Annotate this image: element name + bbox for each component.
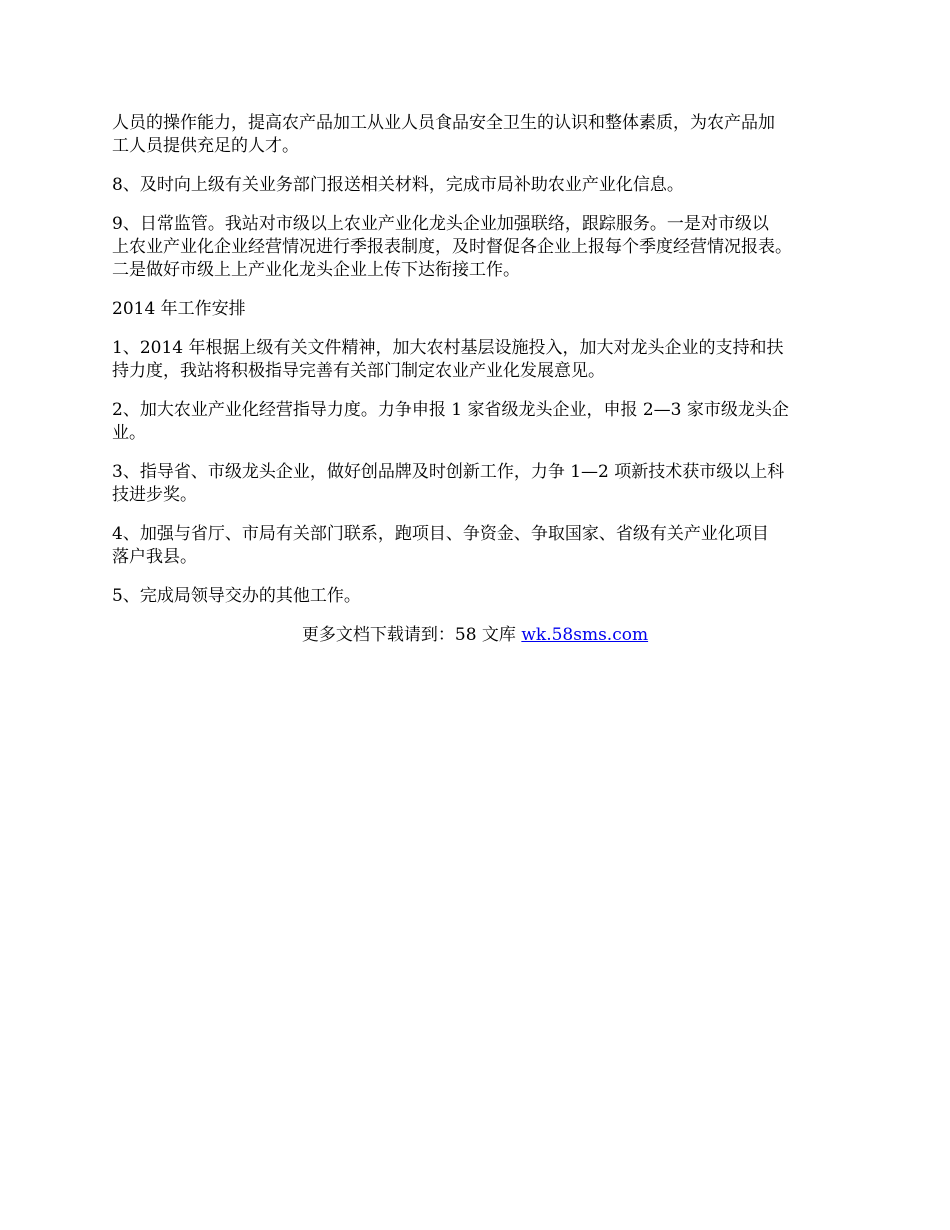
paragraph-item-8 (112, 174, 852, 197)
paragraph-talent (112, 112, 852, 158)
paragraph-plan-1 (112, 337, 852, 383)
text-line: 8、及时向上级有关业务部门报送相关材料，完成市局补助农业产业化信息。 (112, 175, 684, 195)
footer-site-link[interactable]: wk.58sms.com (521, 625, 649, 645)
text-line: 持力度，我站将积极指导完善有关部门制定农业产业化发展意见。 (112, 361, 605, 381)
text-line: 人员的操作能力，提高农产品加工从业人员食品安全卫生的认识和整体素质，为农产品加 (112, 113, 775, 133)
paragraph-plan-4 (112, 523, 852, 569)
text-line: 2014 年工作安排 (112, 299, 246, 319)
footer-text: 更多文档下载请到：58 文库 (301, 625, 522, 645)
text-line: 工人员提供充足的人才。 (112, 136, 299, 156)
footer-download-note (112, 624, 838, 647)
text-line: 上农业产业化企业经营情况进行季报表制度，及时督促各企业上报每个季度经营情况报表。 (112, 237, 792, 257)
text-line: 业。 (112, 423, 146, 443)
text-line: 5、完成局领导交办的其他工作。 (112, 586, 361, 606)
text-line: 3、指导省、市级龙头企业，做好创品牌及时创新工作，力争 1—2 项新技术获市级以上科 (112, 462, 785, 482)
text-line: 二是做好市级上上产业化龙头企业上传下达衔接工作。 (112, 260, 520, 280)
text-line: 1、2014 年根据上级有关文件精神，加大农村基层设施投入，加大对龙头企业的支持和扶 (112, 338, 784, 358)
text-line: 技进步奖。 (112, 485, 197, 505)
paragraph-plan-3 (112, 461, 852, 507)
document-page (112, 112, 852, 647)
section-heading-2014-plan (112, 298, 852, 321)
text-line: 4、加强与省厅、市局有关部门联系，跑项目、争资金、争取国家、省级有关产业化项目 (112, 524, 769, 544)
text-line: 落户我县。 (112, 547, 197, 567)
paragraph-plan-2 (112, 399, 852, 445)
paragraph-item-9 (112, 213, 852, 282)
text-line: 2、加大农业产业化经营指导力度。力争申报 1 家省级龙头企业，申报 2—3 家市级龙头企 (112, 400, 789, 420)
text-line: 9、日常监管。我站对市级以上农业产业化龙头企业加强联络，跟踪服务。一是对市级以 (112, 214, 769, 234)
paragraph-plan-5 (112, 585, 852, 608)
